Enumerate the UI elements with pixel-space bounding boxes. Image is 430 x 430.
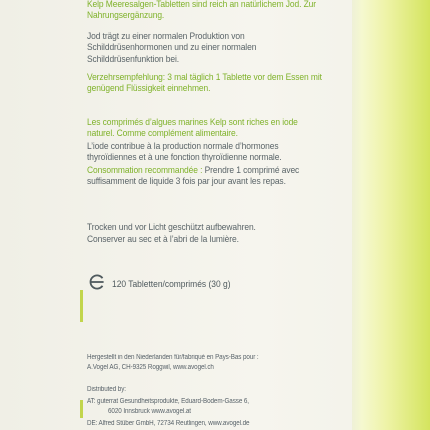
storage-fr-text: Conserver au sec et à l’abri de la lumière. xyxy=(87,233,239,244)
manufacturer-line-2: A.Vogel AG, CH-9325 Roggwil, www.avogel.ch xyxy=(87,364,214,371)
fr-benefit-text: L’iode contribue à la production normale d’hormones thyroïdiennes et à une fonction thyroïdienne normale. xyxy=(87,140,282,163)
storage-de-text: Trocken und vor Licht geschützt aufbewahren. xyxy=(87,221,256,232)
distribution-at-line-2: 6020 Innsbruck www.avogel.at xyxy=(108,408,191,415)
contents-text: 120 Tabletten/comprimés (30 g) xyxy=(112,278,231,289)
fr-dosage-block xyxy=(87,164,323,187)
side-mark-upper xyxy=(80,290,83,322)
de-benefit-text: Jod trägt zu einer normalen Produktion von Schilddrüsenhormonen und zu einer normalen Schilddrüsenfunktion bei. xyxy=(87,30,257,64)
estimated-sign-icon xyxy=(89,274,105,290)
distribution-at-line-1: AT: guterrat Gesundheitsprodukte, Eduard-Bodem-Gasse 6, xyxy=(87,398,249,405)
de-intro-text: Kelp Meeresalgen-Tabletten sind reich an natürlichem Jod. Zur Nahrungsergänzung. xyxy=(87,0,317,21)
de-dosage-text xyxy=(87,71,323,94)
distribution-label: Distributed by: xyxy=(87,386,126,393)
side-mark-lower xyxy=(80,400,83,418)
fr-dosage-text: Prendre 1 comprimé avec suffisamment de liquide 3 fois par jour avant les repas. xyxy=(87,164,300,187)
stripe-shadow xyxy=(352,0,362,430)
manufacturer-line-1: Hergestellt in den Niederlanden für/fabriqué en Pays-Bas pour : xyxy=(87,354,259,361)
distribution-de-line: DE: Alfred Stüber GmbH, 72734 Reutlingen, www.avogel.de xyxy=(87,420,250,427)
de-dosage-text: Verzehrsempfehlung: 3 mal täglich 1 Tablette vor dem Essen mit genügend Flüssigkeit einnehmen. xyxy=(87,71,322,94)
fr-intro-text: Les comprimés d’algues marines Kelp sont riches en iode naturel. Comme complément alimentaire. xyxy=(87,116,298,139)
fr-dosage-label: Consommation recommandée : xyxy=(87,164,203,175)
green-side-stripe xyxy=(352,0,430,430)
